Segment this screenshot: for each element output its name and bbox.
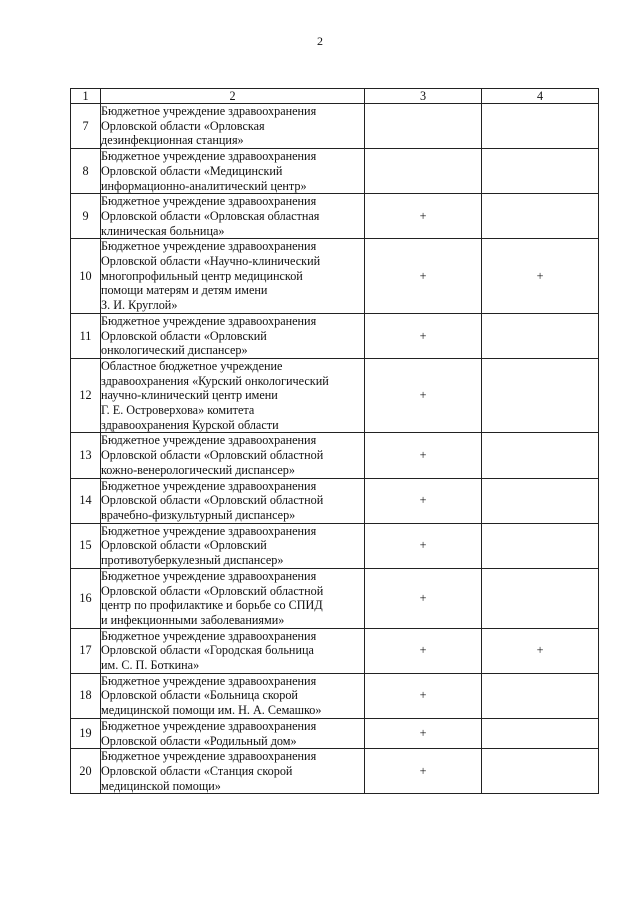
institution-name-line: Бюджетное учреждение здравоохранения bbox=[101, 523, 317, 538]
row-number: 20 bbox=[71, 749, 101, 794]
row-number: 17 bbox=[71, 628, 101, 673]
row-number: 18 bbox=[71, 673, 101, 718]
institution-name-line: Орловской области «Станция скорой bbox=[101, 763, 293, 778]
institution-name-line: врачебно-физкультурный диспансер» bbox=[101, 507, 296, 522]
institution-name-line: Бюджетное учреждение здравоохранения bbox=[101, 239, 317, 254]
institution-name-line: центр по профилактике и борьбе со СПИД bbox=[101, 598, 323, 613]
institution-name-line: онкологический диспансер» bbox=[101, 343, 248, 358]
institution-name bbox=[101, 568, 365, 628]
column-4-mark bbox=[482, 104, 599, 149]
institution-name-line: Бюджетное учреждение здравоохранения bbox=[101, 628, 317, 643]
institution-name-line: помощи матерям и детям имени bbox=[101, 283, 268, 298]
column-3-mark: + bbox=[365, 718, 482, 748]
column-3-mark: + bbox=[365, 673, 482, 718]
column-3-mark: + bbox=[365, 194, 482, 239]
institution-name-line: Бюджетное учреждение здравоохранения bbox=[101, 749, 317, 764]
column-3-mark bbox=[365, 104, 482, 149]
institution-name-line: Орловской области «Орловский областной bbox=[101, 493, 324, 508]
institution-name bbox=[101, 523, 365, 568]
table-row bbox=[71, 313, 599, 358]
column-4-mark: + bbox=[482, 628, 599, 673]
header-col-2: 2 bbox=[101, 89, 365, 104]
row-number: 7 bbox=[71, 104, 101, 149]
column-3-mark: + bbox=[365, 358, 482, 433]
column-4-mark bbox=[482, 478, 599, 523]
row-number: 9 bbox=[71, 194, 101, 239]
institution-name bbox=[101, 673, 365, 718]
column-3-mark: + bbox=[365, 568, 482, 628]
table-header-row bbox=[71, 89, 599, 104]
institution-name bbox=[101, 358, 365, 433]
institution-name-line: здравоохранения Курской области bbox=[101, 417, 279, 432]
table-row bbox=[71, 239, 599, 314]
institution-name-line: Бюджетное учреждение здравоохранения bbox=[101, 104, 317, 118]
column-4-mark bbox=[482, 194, 599, 239]
column-3-mark: + bbox=[365, 628, 482, 673]
row-number: 11 bbox=[71, 313, 101, 358]
institution-name bbox=[101, 628, 365, 673]
header-col-4: 4 bbox=[482, 89, 599, 104]
table-row bbox=[71, 358, 599, 433]
institution-name-line: научно-клинический центр имени bbox=[101, 388, 278, 403]
institution-name-line: Бюджетное учреждение здравоохранения bbox=[101, 313, 317, 328]
institution-name-line: З. И. Круглой» bbox=[101, 298, 178, 313]
institution-name-line: Бюджетное учреждение здравоохранения bbox=[101, 673, 317, 688]
institution-name-line: Орловской области «Орловская bbox=[101, 118, 265, 133]
column-4-mark bbox=[482, 673, 599, 718]
institution-name-line: Орловской области «Орловский областной bbox=[101, 583, 324, 598]
column-3-mark: + bbox=[365, 749, 482, 794]
row-number: 12 bbox=[71, 358, 101, 433]
table-row bbox=[71, 749, 599, 794]
institution-name bbox=[101, 749, 365, 794]
table-row bbox=[71, 673, 599, 718]
institution-name-line: Областное бюджетное учреждение bbox=[101, 358, 283, 373]
column-4-mark: + bbox=[482, 239, 599, 314]
institution-name-line: Орловской области «Орловский bbox=[101, 538, 267, 553]
column-4-mark bbox=[482, 749, 599, 794]
institution-name-line: медицинской помощи им. Н. А. Семашко» bbox=[101, 703, 322, 718]
column-4-mark bbox=[482, 313, 599, 358]
page-number: 2 bbox=[317, 34, 323, 48]
row-number: 15 bbox=[71, 523, 101, 568]
column-4-mark bbox=[482, 433, 599, 478]
institution-name-line: Орловской области «Орловская областная bbox=[101, 208, 320, 223]
row-number: 13 bbox=[71, 433, 101, 478]
table-row bbox=[71, 568, 599, 628]
institution-name bbox=[101, 104, 365, 149]
table-row bbox=[71, 628, 599, 673]
row-number: 16 bbox=[71, 568, 101, 628]
row-number: 8 bbox=[71, 149, 101, 194]
column-4-mark bbox=[482, 358, 599, 433]
table-row bbox=[71, 718, 599, 748]
institution-name-line: Орловской области «Орловский bbox=[101, 328, 267, 343]
institution-name-line: противотуберкулезный диспансер» bbox=[101, 553, 284, 568]
institution-name bbox=[101, 718, 365, 748]
institution-name bbox=[101, 239, 365, 314]
institution-name-line: и инфекционными заболеваниями» bbox=[101, 612, 285, 627]
row-number: 10 bbox=[71, 239, 101, 314]
institution-name bbox=[101, 478, 365, 523]
institution-name-line: здравоохранения «Курский онкологический bbox=[101, 373, 329, 388]
institution-name-line: дезинфекционная станция» bbox=[101, 133, 244, 148]
institution-name-line: медицинской помощи» bbox=[101, 778, 221, 793]
row-number: 19 bbox=[71, 718, 101, 748]
institution-name-line: Бюджетное учреждение здравоохранения bbox=[101, 478, 317, 493]
institution-name-line: многопрофильный центр медицинской bbox=[101, 268, 303, 283]
institution-name-line: Бюджетное учреждение здравоохранения bbox=[101, 718, 317, 733]
column-4-mark bbox=[482, 568, 599, 628]
institutions-table bbox=[70, 88, 599, 794]
column-3-mark: + bbox=[365, 433, 482, 478]
institution-name-line: Орловской области «Больница скорой bbox=[101, 688, 298, 703]
institution-name bbox=[101, 433, 365, 478]
column-4-mark bbox=[482, 718, 599, 748]
institution-name bbox=[101, 149, 365, 194]
header-col-3: 3 bbox=[365, 89, 482, 104]
table-row bbox=[71, 478, 599, 523]
institution-name-line: Бюджетное учреждение здравоохранения bbox=[101, 568, 317, 583]
institution-name-line: Бюджетное учреждение здравоохранения bbox=[101, 194, 317, 209]
institution-name-line: Орловской области «Научно-клинический bbox=[101, 254, 321, 269]
column-3-mark: + bbox=[365, 313, 482, 358]
institution-name-line: информационно-аналитический центр» bbox=[101, 178, 307, 193]
row-number: 14 bbox=[71, 478, 101, 523]
column-4-mark bbox=[482, 149, 599, 194]
header-col-1: 1 bbox=[71, 89, 101, 104]
institution-name-line: Г. Е. Островерхова» комитета bbox=[101, 403, 255, 418]
institution-name-line: Орловской области «Орловский областной bbox=[101, 448, 324, 463]
institution-name-line: Орловской области «Медицинский bbox=[101, 163, 283, 178]
institution-name bbox=[101, 194, 365, 239]
column-3-mark: + bbox=[365, 239, 482, 314]
table-row bbox=[71, 523, 599, 568]
institution-name-line: клиническая больница» bbox=[101, 223, 225, 238]
table-row bbox=[71, 194, 599, 239]
column-3-mark bbox=[365, 149, 482, 194]
institution-name-line: Бюджетное учреждение здравоохранения bbox=[101, 149, 317, 164]
column-4-mark bbox=[482, 523, 599, 568]
institution-name-line: Орловской области «Родильный дом» bbox=[101, 733, 297, 748]
institution-name-line: им. С. П. Боткина» bbox=[101, 658, 200, 673]
table-row bbox=[71, 149, 599, 194]
column-3-mark: + bbox=[365, 523, 482, 568]
institution-name-line: Орловской области «Городская больница bbox=[101, 643, 314, 658]
table-row bbox=[71, 433, 599, 478]
table-row bbox=[71, 104, 599, 149]
column-3-mark: + bbox=[365, 478, 482, 523]
institution-name-line: Бюджетное учреждение здравоохранения bbox=[101, 433, 317, 448]
institution-name bbox=[101, 313, 365, 358]
institution-name-line: кожно-венерологический диспансер» bbox=[101, 462, 295, 477]
